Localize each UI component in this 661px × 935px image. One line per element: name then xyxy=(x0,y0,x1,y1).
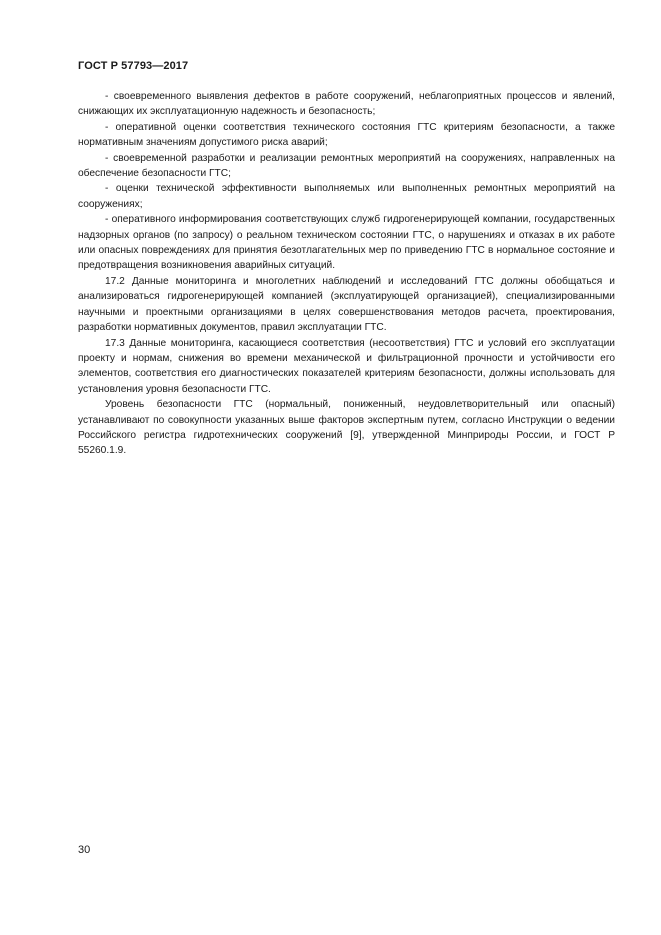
page-number: 30 xyxy=(78,844,91,856)
clause-17-3: 17.3 Данные мониторинга, касающиеся соответствия (несоответствия) ГТС и условий его эксплуатации проекту и нормам, снижения во времени механической и фильтрационной прочности и устойчивости его элементов, соответствия его диагностических показателей критериям безопасности, должны использовать для установления уровня безопасности ГТС. xyxy=(78,337,615,395)
list-item: - оперативной оценки соответствия технического состояния ГТС критериям безопасности, а также нормативным значениям допустимого риска аварий; xyxy=(78,121,615,149)
safety-level-paragraph: Уровень безопасности ГТС (нормальный, пониженный, неудовлетворительный или опасный) устанавливают по совокупности указанных выше факторов экспертным путем, согласно Инструкции о ведении Российского регистра гидротехнических сооружений [9], утвержденной Минприроды России, и ГОСТ Р 55260.1.9. xyxy=(78,399,615,457)
list-item: - своевременной разработки и реализации ремонтных мероприятий на сооружениях, направленных на обеспечение безопасности ГТС; xyxy=(78,152,615,180)
list-item: - оценки технической эффективности выполняемых или выполненных ремонтных мероприятий на сооружениях; xyxy=(78,183,615,210)
document-body xyxy=(78,89,615,459)
list-item: - оперативного информирования соответствующих служб гидрогенерирующей компании, государственных надзорных органов (по запросу) о реальном техническом состоянии ГТС, о нарушениях и отказах в их работе или опасных повреждениях для принятия безотлагательных мер по приведению ГТС в нормальное состояние и предотвращения возникновения аварийных ситуаций. xyxy=(78,214,615,272)
list-item: - своевременного выявления дефектов в работе сооружений, неблагоприятных процессов и явлений, снижающих их эксплуатационную надежность и безопасность; xyxy=(78,91,615,118)
clause-17-2: 17.2 Данные мониторинга и многолетних наблюдений и исследований ГТС должны обобщаться и анализироваться гидрогенерирующей компанией (эксплуатирующей организацией), специализированными научными и проектными организациями в целях совершенствования методов расчета, проектирования, разработки нормативных документов, правил эксплуатации ГТС. xyxy=(78,275,615,334)
document-header: ГОСТ Р 57793—2017 xyxy=(78,60,189,72)
